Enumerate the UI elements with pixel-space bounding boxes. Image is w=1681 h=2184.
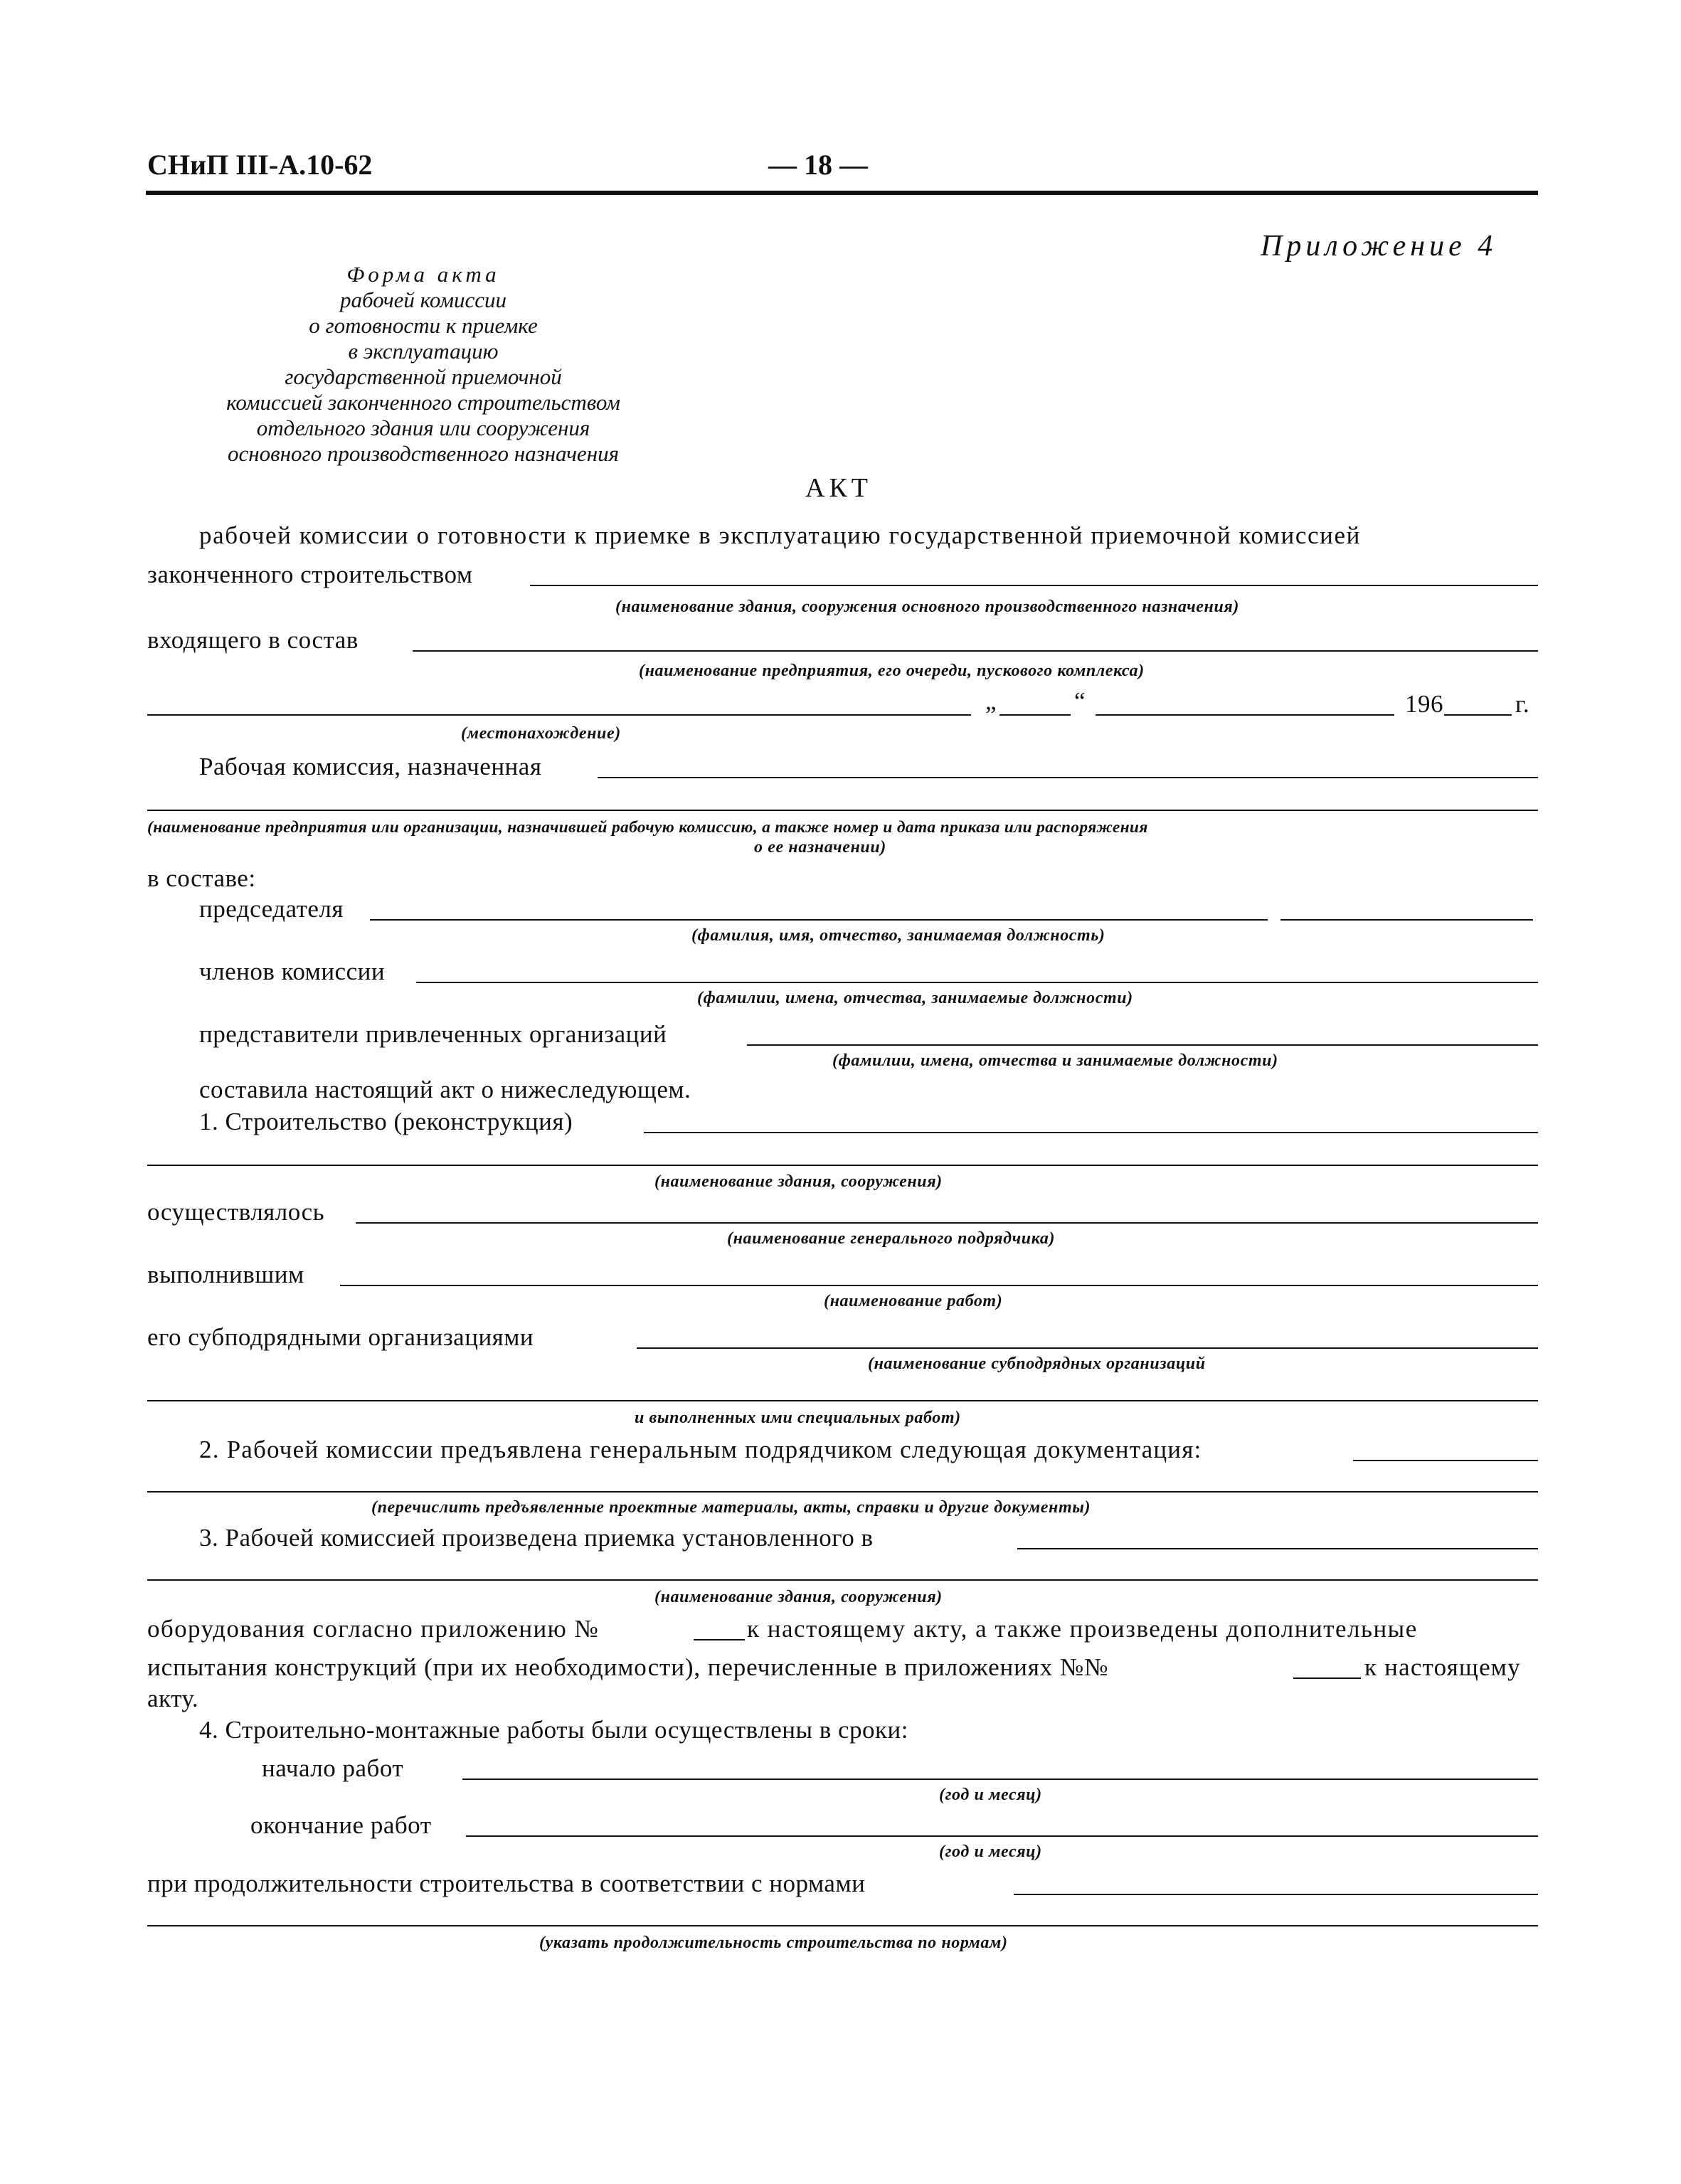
appointed-by-line-2 xyxy=(147,810,1538,811)
caption-year-month-2: (год и месяц) xyxy=(939,1843,1042,1861)
item-2-label: 2. Рабочей комиссии предъявлена генеральным подрядчиком следующая документация: xyxy=(199,1436,1202,1463)
form-title-line: комиссией законченного строительством xyxy=(226,390,620,415)
enterprise-line xyxy=(413,650,1538,652)
form-title-line: государственной приемочной xyxy=(285,364,562,389)
duration-line xyxy=(1014,1894,1538,1895)
year-suffix: г. xyxy=(1515,690,1530,718)
form-title-line: Форма акта xyxy=(346,262,500,287)
document-code: СНиП III-А.10-62 xyxy=(147,149,373,181)
item-2-line xyxy=(1353,1460,1538,1461)
header-rule xyxy=(146,191,1538,195)
chairman-line xyxy=(370,919,1268,921)
date-quote-open: „ xyxy=(985,687,997,715)
caption-appointing-org-1: (наименование предприятия или организации, назначившей рабочую комиссию, а также номер и дата приказа или распоряжения xyxy=(147,818,1148,837)
caption-general-contractor: (наименование генерального подрядчика) xyxy=(727,1229,1056,1248)
caption-representatives: (фамилии, имена, отчества и занимаемые должности) xyxy=(832,1051,1278,1070)
subcontractors-label: его субподрядными организациями xyxy=(147,1323,534,1351)
caption-subcontractors-1: (наименование субподрядных организаций xyxy=(868,1355,1206,1373)
chairman-line-2 xyxy=(1280,919,1533,921)
caption-subcontractors-2: и выполненных ими специальных работ) xyxy=(635,1409,961,1427)
caption-location: (местонахождение) xyxy=(461,724,621,743)
composition-label: в составе: xyxy=(147,864,256,892)
intro-line-1: рабочей комиссии о готовности к приемке в эксплуатацию государственной приемочной комиссией xyxy=(199,521,1361,549)
page-number: — 18 — xyxy=(768,149,868,181)
caption-documents: (перечислить предъявленные проектные материалы, акты, справки и другие документы) xyxy=(371,1498,1091,1517)
caption-chairman: (фамилия, имя, отчество, занимаемая должность) xyxy=(691,926,1105,945)
act-word: акту. xyxy=(147,1685,199,1712)
caption-enterprise: (наименование предприятия, его очереди, пускового комплекса) xyxy=(639,662,1145,680)
form-title-line: в эксплуатацию xyxy=(348,339,499,364)
compiled-text: составила настоящий акт о нижеследующем. xyxy=(199,1076,691,1103)
caption-year-month-1: (год и месяц) xyxy=(939,1786,1042,1804)
tests-text-b: к настоящему xyxy=(1364,1653,1521,1681)
representatives-label: представители привлеченных организаций xyxy=(199,1020,667,1048)
chairman-label: председателя xyxy=(199,895,344,923)
location-line xyxy=(147,714,971,716)
commission-appointed-label: Рабочая комиссия, назначенная xyxy=(199,753,542,780)
equipment-text-a: оборудования согласно приложению № xyxy=(147,1615,600,1643)
duration-label: при продолжительности строительства в соответствии с нормами xyxy=(147,1870,866,1897)
month-line xyxy=(1096,714,1394,716)
item-2-line-2 xyxy=(147,1491,1538,1493)
form-title xyxy=(149,262,697,467)
equipment-text-b: к настоящему акту, а также произведены дополнительные xyxy=(747,1615,1418,1643)
item-3-label: 3. Рабочей комиссией произведена приемка установленного в xyxy=(199,1524,874,1552)
form-title-line: о готовности к приемке xyxy=(309,313,538,338)
item-1-line xyxy=(644,1132,1538,1133)
appointed-by-line xyxy=(598,777,1538,778)
start-works-line xyxy=(462,1779,1538,1780)
appendix-number-line xyxy=(694,1639,745,1640)
year-prefix: 196 xyxy=(1405,690,1443,718)
tests-text-a: испытания конструкций (при их необходимости), перечисленные в приложениях №№ xyxy=(147,1653,1109,1681)
works-line xyxy=(340,1285,1538,1286)
subcontractors-line-2 xyxy=(147,1400,1538,1401)
caption-works: (наименование работ) xyxy=(824,1292,1003,1310)
item-4-label: 4. Строительно-монтажные работы были осуществлены в сроки: xyxy=(199,1716,909,1744)
duration-line-2 xyxy=(147,1925,1538,1926)
year-line xyxy=(1444,714,1512,716)
item-1-line-2 xyxy=(147,1165,1538,1166)
act-title: АКТ xyxy=(805,473,872,503)
caption-duration: (указать продолжительность строительства по нормам) xyxy=(539,1934,1008,1952)
performed-label: выполнившим xyxy=(147,1261,304,1288)
end-works-line xyxy=(466,1835,1538,1837)
end-works-label: окончание работ xyxy=(250,1811,432,1839)
part-of-label: входящего в состав xyxy=(147,626,359,654)
general-contractor-line xyxy=(356,1222,1538,1224)
caption-building-2: (наименование здания, сооружения) xyxy=(654,1172,943,1191)
caption-building-3: (наименование здания, сооружения) xyxy=(654,1588,943,1606)
appendices-number-line xyxy=(1293,1677,1361,1679)
subcontractors-line xyxy=(637,1347,1538,1349)
carried-out-label: осуществлялось xyxy=(147,1198,325,1226)
start-works-label: начало работ xyxy=(262,1754,404,1782)
caption-appointing-org-2: о ее назначении) xyxy=(754,838,886,857)
members-line xyxy=(416,982,1538,983)
date-quote-close: “ xyxy=(1074,687,1086,715)
members-label: членов комиссии xyxy=(199,958,386,985)
day-line xyxy=(999,714,1071,716)
caption-members: (фамилии, имена, отчества, занимаемые должности) xyxy=(697,989,1133,1007)
appendix-label: Приложение 4 xyxy=(1261,230,1497,263)
item-3-line xyxy=(1017,1548,1538,1549)
building-name-line xyxy=(530,585,1538,586)
item-3-line-2 xyxy=(147,1579,1538,1581)
item-1-label: 1. Строительство (реконструкция) xyxy=(199,1108,573,1135)
representatives-line xyxy=(747,1044,1538,1046)
intro-line-2: законченного строительством xyxy=(147,561,473,588)
caption-building: (наименование здания, сооружения основного производственного назначения) xyxy=(615,598,1239,616)
form-title-line: основного производственного назначения xyxy=(228,441,619,466)
form-title-line: рабочей комиссии xyxy=(339,287,507,312)
form-title-line: отдельного здания или сооружения xyxy=(256,415,590,440)
